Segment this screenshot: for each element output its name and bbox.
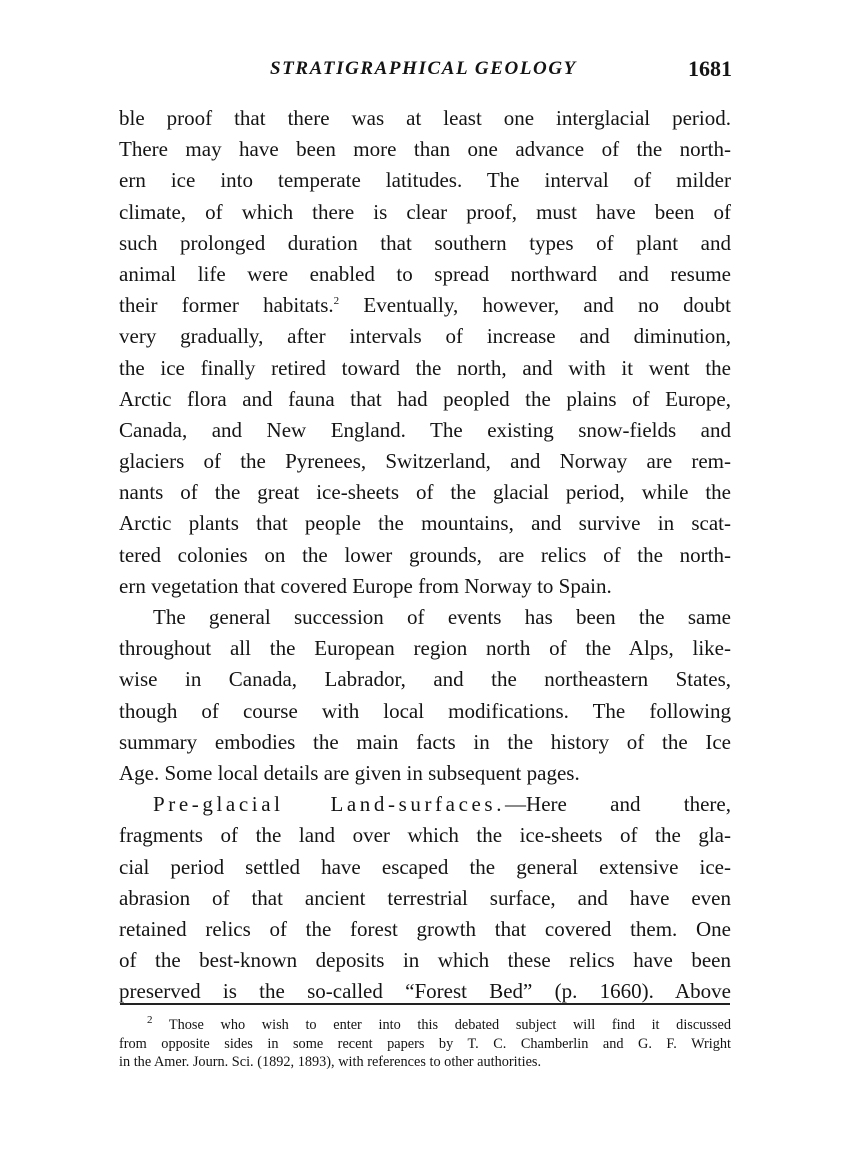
text-line: Arctic flora and fauna that had peopled the plains of Europe, xyxy=(119,386,731,411)
running-head xyxy=(120,58,732,88)
text-line: though of course with local modifications. The following xyxy=(119,698,731,723)
section-heading-line xyxy=(119,789,731,820)
text-line: tered colonies on the lower grounds, are relics of the north- xyxy=(119,542,731,567)
footnote-mark: 2 xyxy=(147,1014,153,1027)
running-title: STRATIGRAPHICAL GEOLOGY xyxy=(270,58,577,79)
text-line: There may have been more than one advance of the north- xyxy=(119,137,731,162)
text-line: preserved is the so-called “Forest Bed” (p. 1660). Above xyxy=(119,979,731,1004)
text-line: of the best-known deposits in which these relics have been xyxy=(119,948,731,973)
text-line: Age. Some local details are given in subsequent pages. xyxy=(119,760,580,785)
footnote-rule xyxy=(120,1003,730,1005)
text-fragment: their former habitats. xyxy=(119,293,334,318)
text-line: retained relics of the forest growth that covered them. One xyxy=(119,916,731,941)
text-fragment: —Here and there, xyxy=(505,792,731,817)
footnote-reference: 2 xyxy=(333,295,340,308)
text-line: throughout all the European region north of the Alps, like- xyxy=(119,636,731,661)
text-line: Canada, and New England. The existing snow-fields and xyxy=(119,417,731,442)
text-line: very gradually, after intervals of increase and diminution, xyxy=(119,324,731,349)
text-line: summary embodies the main facts in the history of the Ice xyxy=(119,729,731,754)
text-line-with-footnote-ref xyxy=(119,290,731,321)
footnote xyxy=(119,1016,731,1072)
footnote-line: from opposite sides in some recent papers by T. C. Chamberlin and G. F. Wright xyxy=(119,1035,731,1052)
text-line: fragments of the land over which the ice-sheets of the gla- xyxy=(119,823,731,848)
text-fragment: Eventually, however, and no doubt xyxy=(363,293,732,318)
text-line: ble proof that there was at least one interglacial period. xyxy=(119,106,731,130)
footnote-line xyxy=(119,1016,731,1035)
text-line: the ice finally retired toward the north, and with it went the xyxy=(119,355,731,380)
text-line: cial period settled have escaped the general extensive ice- xyxy=(119,854,731,879)
text-line: Arctic plants that people the mountains, and survive in scat- xyxy=(119,511,731,536)
text-line: animal life were enabled to spread northward and resume xyxy=(119,261,731,286)
text-line: wise in Canada, Labrador, and the northeastern States, xyxy=(119,667,731,692)
paragraph-first-line: The general succession of events has been the same xyxy=(153,605,731,629)
text-line: abrasion of that ancient terrestrial surface, and have even xyxy=(119,885,731,910)
footnote-text: Those who wish to enter into this debated subject will find it discussed xyxy=(168,1017,731,1033)
text-line: climate, of which there is clear proof, must have been of xyxy=(119,199,731,224)
section-heading: Pre-glacial Land-surfaces. xyxy=(153,792,506,817)
body-text xyxy=(119,103,731,1007)
footnote-line: in the Amer. Journ. Sci. (1892, 1893), with references to other authorities. xyxy=(119,1054,542,1070)
text-line: ern vegetation that covered Europe from Norway to Spain. xyxy=(119,573,612,598)
text-line: such prolonged duration that southern types of plant and xyxy=(119,230,731,255)
text-line: ern ice into temperate latitudes. The interval of milder xyxy=(119,168,731,193)
text-line: nants of the great ice-sheets of the glacial period, while the xyxy=(119,480,731,505)
page-number: 1681 xyxy=(688,56,732,81)
text-line: glaciers of the Pyrenees, Switzerland, and Norway are rem- xyxy=(119,449,731,474)
